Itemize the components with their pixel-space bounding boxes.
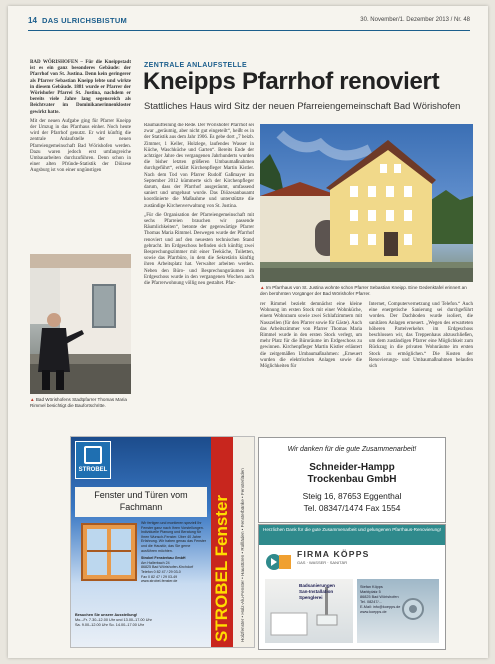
- ad-strobel-service-band: [233, 437, 254, 647]
- ad-koeps-address-2: Marktplatz 5: [360, 590, 381, 594]
- photo-priest-inspecting: [30, 254, 131, 394]
- ad-strobel-fenster: [70, 436, 255, 648]
- ad-schneider-street: Steig 16, 87653 Eggenthal: [302, 491, 402, 501]
- caption-main-photo: [260, 285, 473, 297]
- ad-koeps-address-4: Tel. 08247/...: [360, 600, 382, 604]
- ad-koeps-address-6: www.koepps.de: [360, 610, 387, 614]
- ad-schneider-hampp: [258, 437, 446, 523]
- ad-koeps-service-3: Spenglerei: [299, 595, 323, 600]
- ad-koeps-address-3: 86825 Bad Wörishofen: [360, 595, 399, 599]
- ad-strobel-body-text: Wir fertigen und montieren speziell Ihr Fenster ganz nach Ihren Vorstellungen. Individuelle Planung und Beratung für Ihren Wunsch-Fenster. Über 40 Jahre Erfahrung. Wir haben genau das Fenster und die Haustür, das Sie gerne ausführen möchten.: [141, 521, 207, 553]
- ad-strobel-hours-weekdays: Mo.–Fr. 7.30–12.00 Uhr und 13.00–17.00 Uhr: [75, 618, 152, 622]
- ad-schneider-thanks: Wir danken für die gute Zusammenarbeit!: [287, 446, 417, 453]
- ad-strobel-city: 86825 Bad Wörishofen-Kirchdorf: [141, 565, 194, 570]
- ad-firma-koepps: [258, 524, 446, 650]
- ad-strobel-logo-text: STROBEL: [78, 467, 108, 473]
- ad-koeps-banner: Herzlichen Dank für die gute Zusammenarbeit und gelungenen Pfarrhaus-Renovierung!: [259, 525, 445, 545]
- article-text-col3: rer Rimmel bezieht demnächst eine kleine Wohnung im ersten Stock mit einer Wohnküche, einem Wohnraum sowie zwei Schlafzimmern mit Nasszellen (für den Pfarrer sowie für Gäste). Auch das Arbeitszimmer von Pfarrer Thomas Maria Rimmel wurde in den ersten Stock verlegt, um mehr Platz für die Büroräume im Erdgeschoss zu gewinnen. Kirchenpfleger Martin Kistler erläutert die zeitgemäßen Umbaumaßnahmen: „Erneuert wurden die elektrischen Anlagen sowie die Möglichkeiten für: [260, 302, 362, 370]
- article-text-col1: Mit der neuen Aufgabe ging für Pfarrer Kneipp der Umzug in das Pfarrhaus einher. Noch heute wird der Pfarrhof genutzt. Er wird künftig die zentrale Anlaufstelle der neuen Pfarreiengemeinschaft Bad Wörishofen werden. Dazu waren jedoch erst umfangreiche Umbauarbeiten durchzuführen. Denn schon in einer alten Pfründe-Statistik der Diözese Augsburg ist von einer ungünstigen: [30, 118, 131, 174]
- ad-strobel-company: Strobel Fensterbau GmbH: [141, 556, 186, 561]
- photo-priest-drawing: [30, 254, 131, 394]
- article-column-1: [30, 60, 131, 178]
- photo-pfarrhof-drawing: [260, 124, 473, 282]
- ad-strobel-hours-title: Besuchen Sie unsere Ausstellung!: [75, 613, 138, 617]
- section-title: DAS ULRICHSBISTUM: [42, 16, 128, 25]
- ad-strobel-street: Am Hallerbach 24: [141, 560, 170, 565]
- ad-strobel-logo: [75, 441, 111, 479]
- article-column-3: [260, 302, 362, 373]
- ad-koeps-logo-icon: [265, 549, 293, 575]
- ad-schneider-name: [265, 462, 439, 486]
- article-lead: BAD WÖRISHOFEN – Für die Kneippstadt ist es ein ganz besonderes Gebäude: der Pfarrhof von St. Justina. Denn kein geringerer als Pfarrer Sebastian Kneipp lebte und wirkte in diesem Gebäude. 1881 wurde er Pfarrer der Wörishofer Pfarrei St. Justina, nachdem er bereits viele Jahre lang segensreich als Beichtvater im Dominikanerinnenkloster gewirkt hatte.: [30, 60, 131, 115]
- ad-strobel-fax: Fax 0 82 47 / 29 03-49: [141, 574, 178, 579]
- ad-koeps-sub: GAS · WASSER · SANITÄR: [297, 560, 348, 565]
- article-subheadline: Stattliches Haus wird Sitz der neuen Pfarreiengemeinschaft Bad Wörishofen: [144, 100, 461, 111]
- ad-koeps-services: [299, 583, 335, 601]
- ad-strobel-hours: [75, 613, 207, 628]
- ad-schneider-name-2: Trockenbau GmbH: [307, 474, 397, 485]
- ad-strobel-phone: Telefon 0 82 47 / 29 03-0: [141, 569, 181, 574]
- article-headline: Kneipps Pfarrhof renoviert: [143, 68, 440, 95]
- ad-koeps-bath-photo: [265, 579, 353, 643]
- photo-pfarrhof: [260, 124, 473, 282]
- ad-strobel-vertical-brand: STROBEL Fenster: [212, 494, 231, 642]
- ad-koeps-address: [360, 585, 400, 615]
- ad-koeps-service-2: San-Installation: [299, 589, 334, 594]
- caption-small-photo: [30, 397, 131, 409]
- newspaper-page: [8, 6, 488, 658]
- ad-koeps-firm: FIRMA KÖPPS: [297, 549, 370, 559]
- caption-small-text: Bad Wörishofens Stadtpfarrer Thomas Maria Rimmel besichtigt die Baufortschritte.: [30, 397, 127, 408]
- ad-strobel-red-band: [211, 437, 233, 647]
- ad-strobel-headline: Fenster und Türen vom Fachmann: [75, 487, 207, 517]
- ad-strobel-window-icon: [81, 523, 137, 581]
- ad-strobel-vertical-services: Holzfenster • Holz-Alu-Fenster • Haustüren • Rollläden • Fensterbänke • Fensterläden: [240, 468, 245, 642]
- ad-koeps-address-1: Stefan Köpps: [360, 585, 383, 589]
- ad-strobel-web: www.strobel-fenster.de: [141, 579, 178, 584]
- ad-koeps-address-5: E-Mail: info@koepps.de: [360, 605, 401, 609]
- article-column-2: [144, 123, 254, 433]
- issue-date: 30. November/1. Dezember 2013 / Nr. 48: [360, 17, 470, 23]
- ad-schneider-name-1: Schneider-Hampp: [309, 462, 395, 473]
- caption-main-triangle-icon: ▲: [260, 285, 265, 290]
- article-text-col4: Internet, Computervernetzung und Telefon.“ Auch eine energetische Sanierung sei durchgeführt worden. Der Dachboden wurde isoliert, die sanitären Anlagen erneuert. „Wegen des erwarteten höheren Parteiverkehrs im Erdgeschoss beschlossen wir, das Treppenhaus abzuschließen, um dem zuständigen Pfarrer eine Möglichkeit zum Rückzug in die privaten Wohnräume im ersten Stock zu ermöglichen.“ Die Kosten der Renovierungs- und Umbaumaßnahmen belaufen sich: [369, 302, 473, 370]
- ad-koeps-service-1: Badsanierungen: [299, 583, 335, 588]
- article-text-col2-bottom: „Für die Organisation der Pfarreiengemeinschaft mit sechs Pfarreien brauchen wir passende Räumlichkeiten“, betonte der gegenwärtige Pfarrer Thomas Maria Rimmel. Deswegen wurde der Pfarrhof renoviert und auf den neuesten technischen Stand gebracht. Im Erdgeschoss befinden sich künftig zwei Besprechungszimmer mit einer Teeküche, Toiletten, sowie das Pfarrbüro, in dem die Sekretärin künftig ihren Arbeitsplatz hat. Verwalter arbeiten werden. Neben den Büro- und Besprechungsräumen im Erdgeschoss wurde in den vergangenen Wochen auch die Pfarrerwohnung völlig neu gestaltet. Pfar-: [144, 212, 254, 287]
- article-kicker: ZENTRALE ANLAUFSTELLE: [144, 62, 248, 69]
- article-text-col2-top: Raumaufteilung die Rede. Der Wörishofer Pfarrhof sei zwar „geräumig, aber nicht gut eingeteilt“, heißt es in der Statistik aus dem Jahr 1906. Es gebe dort „7 beizb. Zimmer, 1 Keller, Holzlege, laufendes Wasser in Küche, Waschküche und Garten“. Bereits Ende der achtziger Jahre des vergangenen Jahrhunderts wurden die bisher letzten größeren Umbaumaßnahmen durchgeführt“, erklärt Kirchenpfleger Martin Kistler. Nach dem Tod von Pfarrer Rudolf Gaßmayer im September 2012 kümmerte sich der Kirchenpfleger darum, dass der Pfarrhof ausgeräumt, umfassend saniert und umgebaut wurde. Das Diözesanbauamt koordinierte die Maßnahme und unterstützte die zuständige Kirchenverwaltung von St. Justina.: [144, 123, 254, 209]
- ad-strobel-logo-icon: [84, 446, 102, 464]
- article-column-4: [369, 302, 473, 373]
- ad-schneider-phone: Tel. 08347/1474 Fax 1554: [303, 503, 401, 513]
- ad-strobel-hours-weekend: Sa. 9.00–12.00 Uhr So. 14.00–17.00 Uhr: [75, 623, 145, 627]
- ad-koeps-shower-photo: [357, 579, 439, 643]
- caption-main-text: Im Pfarrhaus von St. Justina wohnte schon Pfarrer Sebastian Kneipp. Eine Gedenktafel erinnert an den berühmten Vorgänger der Bad Wörishofer Pfarrer.: [260, 285, 467, 296]
- ad-strobel-body: [141, 521, 207, 584]
- page-header: [28, 16, 470, 31]
- caption-triangle-icon: ▲: [30, 397, 35, 402]
- page-number: 14: [28, 16, 37, 25]
